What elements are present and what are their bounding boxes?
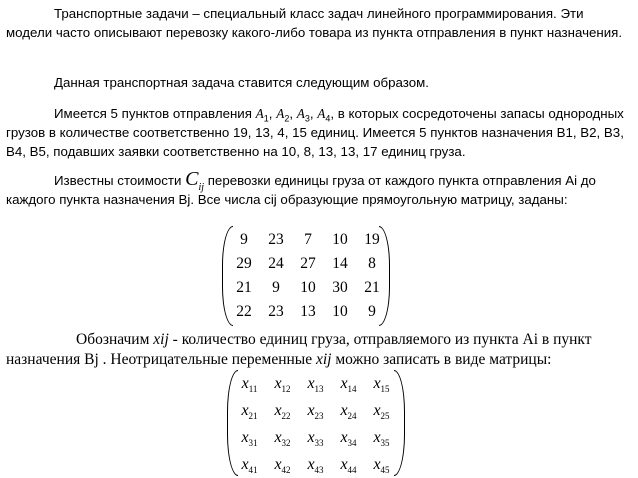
variable-matrix bbox=[227, 370, 405, 476]
origin-points: $A_1$, $A_2$, $A_3$, $A_4$ bbox=[255, 106, 331, 124]
matrix-row bbox=[228, 252, 388, 276]
matrix-cell: $x_{33}$ bbox=[307, 428, 324, 448]
variable-table bbox=[233, 370, 398, 478]
matrix-cell: $x_{43}$ bbox=[307, 455, 324, 475]
matrix-row bbox=[228, 300, 388, 324]
matrix-row bbox=[233, 451, 398, 478]
matrix-cell: $x_{15}$ bbox=[373, 374, 390, 394]
matrix-row bbox=[228, 276, 388, 300]
matrix-cell: 14 bbox=[332, 255, 348, 272]
matrix-cell: 21 bbox=[364, 279, 380, 296]
origin-point: $A_3$ bbox=[296, 106, 310, 124]
matrix-cell: $x_{41}$ bbox=[241, 455, 258, 475]
matrix-cell: 23 bbox=[268, 303, 284, 320]
matrix-cell: 19 bbox=[364, 231, 380, 248]
matrix-cell: 22 bbox=[236, 303, 252, 320]
matrix-cell: $x_{42}$ bbox=[274, 455, 291, 475]
matrix-cell: 27 bbox=[300, 255, 316, 272]
cost-symbol: $C_{ij}$ bbox=[185, 168, 205, 193]
matrix-cell: $x_{25}$ bbox=[373, 401, 390, 421]
matrix-cell: $x_{45}$ bbox=[373, 455, 390, 475]
matrix-cell: $x_{22}$ bbox=[274, 401, 291, 421]
matrix-cell: 24 bbox=[268, 255, 284, 272]
matrix-cell: 9 bbox=[240, 231, 248, 248]
matrix-cell: $x_{21}$ bbox=[241, 401, 258, 421]
matrix-cell: 7 bbox=[304, 231, 312, 248]
statement-paragraph: Данная транспортная задача ставится следующим образом. bbox=[54, 75, 429, 90]
supply-paragraph: Имеется 5 пунктов отправления $A_1$, $A_2$, $A_3$, $A_4$, в которых сосредоточены запасы однородных грузов в количестве соответственно 19, 13, 4, 15 единиц. Имеется 5 пунктов назначения B1, B2, B3, B4, B5, подавших заявки соответственно на 10, 8, 13, 13, 17 единиц груза. bbox=[6, 106, 624, 159]
matrix-cell: 9 bbox=[272, 279, 280, 296]
matrix-row bbox=[233, 370, 398, 397]
matrix-cell: $x_{34}$ bbox=[340, 428, 357, 448]
matrix-cell: 13 bbox=[300, 303, 316, 320]
variables-paragraph: Обозначим xij - количество единиц груза, отправляемого из пункта Ai в пункт назначения Bj . Неотрицательные переменные xij можно записать в виде матрицы: bbox=[6, 331, 592, 368]
matrix-cell: 10 bbox=[332, 231, 348, 248]
matrix-cell: 9 bbox=[368, 303, 376, 320]
cost-matrix bbox=[222, 226, 390, 326]
origin-point: $A_2$ bbox=[276, 106, 290, 124]
cost-paragraph: Известны стоимости $C_{ij}$ перевозки единицы груза от каждого пункта отправления Ai до каждого пункта назначения Bj. Все числа cij образующие прямоугольную матрицу, заданы: bbox=[6, 168, 596, 207]
matrix-row bbox=[228, 228, 388, 252]
origin-point: $A_1$ bbox=[255, 106, 269, 124]
matrix-cell: $x_{35}$ bbox=[373, 428, 390, 448]
matrix-cell: 21 bbox=[236, 279, 252, 296]
matrix-cell: 30 bbox=[332, 279, 348, 296]
matrix-row bbox=[233, 424, 398, 451]
matrix-cell: $x_{32}$ bbox=[274, 428, 291, 448]
matrix-cell: $x_{11}$ bbox=[241, 374, 258, 394]
matrix-row bbox=[233, 397, 398, 424]
matrix-cell: $x_{23}$ bbox=[307, 401, 324, 421]
matrix-cell: $x_{31}$ bbox=[241, 428, 258, 448]
matrix-cell: $x_{12}$ bbox=[274, 374, 291, 394]
matrix-cell: $x_{44}$ bbox=[340, 455, 357, 475]
intro-paragraph: Транспортные задачи – специальный класс задач линейного программирования. Эти модели часто описывают перевозку какого-либо товара из пункта отправления в пункт назначения. bbox=[6, 6, 623, 40]
matrix-cell: 29 bbox=[236, 255, 252, 272]
matrix-cell: $x_{13}$ bbox=[307, 374, 324, 394]
matrix-cell: $x_{24}$ bbox=[340, 401, 357, 421]
matrix-cell: 23 bbox=[268, 231, 284, 248]
matrix-cell: 8 bbox=[368, 255, 376, 272]
matrix-cell: $x_{14}$ bbox=[340, 374, 357, 394]
cost-table bbox=[228, 228, 388, 324]
origin-point: $A_4$ bbox=[317, 106, 331, 124]
matrix-cell: 10 bbox=[300, 279, 316, 296]
matrix-cell: 10 bbox=[332, 303, 348, 320]
